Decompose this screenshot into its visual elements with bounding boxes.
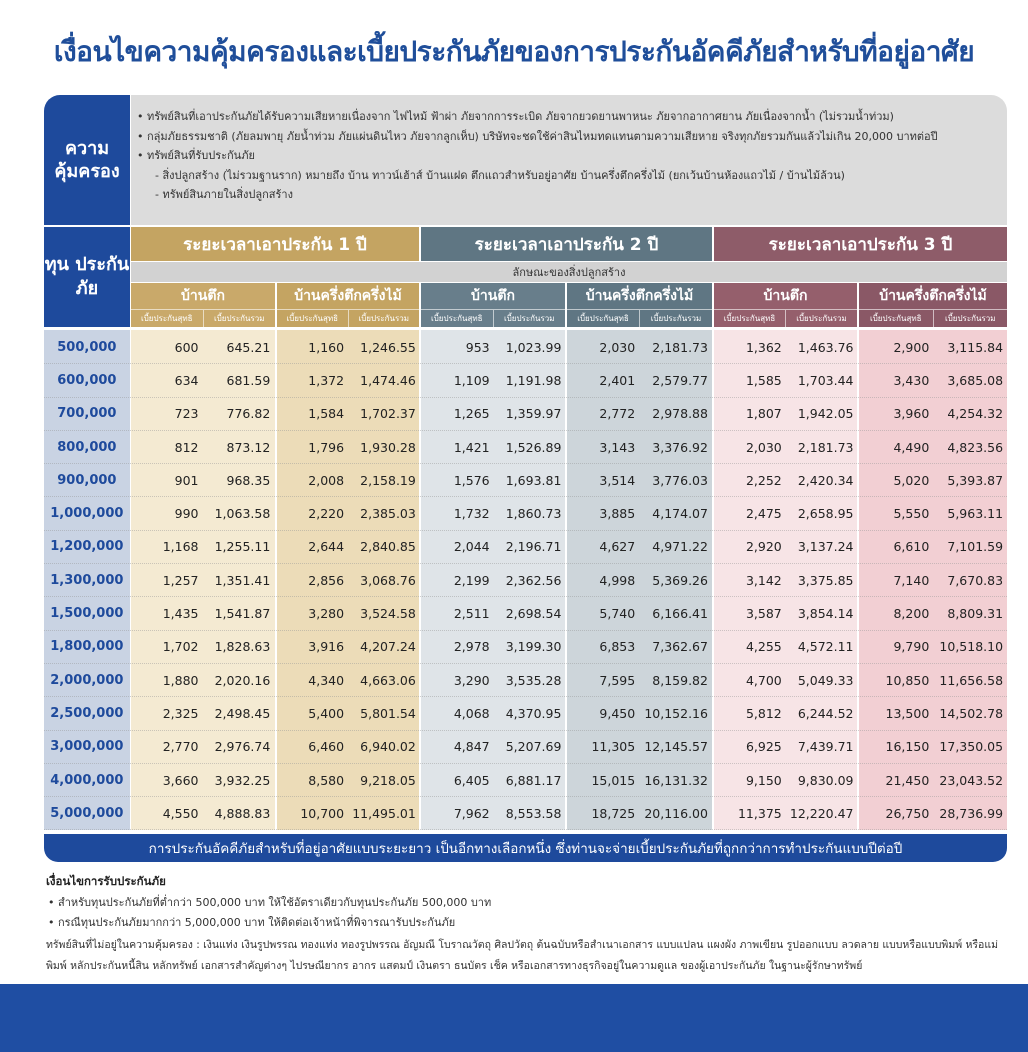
net-premium-cell: 1,435 bbox=[162, 606, 199, 622]
coverage-label: ความ คุ้มครอง bbox=[44, 95, 130, 225]
total-premium-cell: 1,255.11 bbox=[214, 539, 271, 555]
net-premium-cell: 901 bbox=[174, 472, 199, 488]
table-row bbox=[44, 364, 1007, 397]
net-premium-cell: 2,044 bbox=[453, 539, 490, 555]
net-premium-cell: 1,372 bbox=[308, 372, 345, 388]
page-title: เงื่อนไขความคุ้มครองและเบี้ยประกันภัยของการประกันอัคคีภัยสำหรับที่อยู่อาศัย bbox=[53, 35, 975, 68]
total-premium-cell: 5,207.69 bbox=[505, 739, 562, 755]
total-premium-cell: 1,351.41 bbox=[214, 572, 271, 588]
table-row bbox=[44, 764, 1007, 797]
total-premium-cell: 17,350.05 bbox=[939, 739, 1004, 755]
net-premium-cell: 15,015 bbox=[591, 772, 636, 788]
sum-insured-cell: 4,000,000 bbox=[50, 772, 124, 788]
table-row bbox=[44, 631, 1007, 664]
net-premium-cell: 723 bbox=[174, 406, 199, 422]
net-premium-cell: 6,460 bbox=[308, 739, 345, 755]
net-premium-cell: 2,030 bbox=[599, 339, 636, 355]
total-premium-cell: 2,976.74 bbox=[214, 739, 271, 755]
total-premium-cell: 3,199.30 bbox=[505, 639, 562, 655]
total-premium-cell: 2,840.85 bbox=[360, 539, 416, 555]
total-premium-cell: 2,020.16 bbox=[214, 672, 271, 688]
total-premium-cell: 7,439.71 bbox=[797, 739, 854, 755]
total-premium-cell: 1,702.37 bbox=[360, 406, 416, 422]
building-type-header bbox=[714, 283, 857, 327]
total-premium-cell: 1,191.98 bbox=[505, 372, 562, 388]
net-premium-cell: 6,610 bbox=[893, 539, 930, 555]
total-premium-cell: 5,963.11 bbox=[947, 506, 1004, 522]
sum-insured-cell: 2,500,000 bbox=[50, 705, 124, 721]
net-premium-cell: 13,500 bbox=[885, 705, 930, 721]
net-premium-cell: 4,255 bbox=[745, 639, 782, 655]
total-premium-cell: 645.21 bbox=[226, 339, 271, 355]
net-premium-cell: 634 bbox=[174, 372, 199, 388]
sum-insured-cell: 5,000,000 bbox=[50, 805, 124, 821]
sum-insured-cell: 900,000 bbox=[57, 472, 117, 488]
net-premium-cell: 1,807 bbox=[745, 406, 782, 422]
total-premium-cell: 4,971.22 bbox=[652, 539, 708, 555]
net-premium-cell: 3,514 bbox=[599, 472, 636, 488]
total-premium-cell: 2,978.88 bbox=[652, 406, 708, 422]
total-premium-cell: 7,362.67 bbox=[652, 639, 708, 655]
net-premium-cell: 1,702 bbox=[162, 639, 199, 655]
table-row bbox=[44, 664, 1007, 697]
building-type-label: บ้านครึ่งตึกครึ่งไม้ bbox=[879, 288, 987, 304]
coverage-item: • กลุ่มภัยธรรมชาติ (ภัยลมพายุ ภัยน้ำท่วม ภัยแผ่นดินไหว ภัยจากลูกเห็บ) บริษัทจะชดใช้ค่าสินไหมทดแทนตามความเสียหาย จริงทุกภัยรวมกันแล้วไม่เกิน 20,000 บาทต่อปี bbox=[137, 129, 938, 143]
total-premium-cell: 4,888.83 bbox=[214, 805, 271, 821]
net-premium-label: เบี้ยประกันสุทธิ bbox=[714, 309, 785, 327]
net-premium-cell: 2,199 bbox=[453, 572, 490, 588]
net-premium-cell: 1,362 bbox=[745, 339, 782, 355]
net-premium-cell: 4,627 bbox=[599, 539, 636, 555]
table-row bbox=[44, 431, 1007, 464]
total-premium-cell: 5,049.33 bbox=[797, 672, 854, 688]
total-premium-cell: 6,940.02 bbox=[360, 739, 416, 755]
net-premium-cell: 9,790 bbox=[893, 639, 930, 655]
net-premium-cell: 4,550 bbox=[162, 805, 199, 821]
building-type-label: บ้านตึก bbox=[471, 288, 515, 304]
total-premium-cell: 2,196.71 bbox=[505, 539, 562, 555]
net-premium-cell: 1,168 bbox=[162, 539, 199, 555]
net-premium-cell: 9,450 bbox=[599, 705, 636, 721]
sum-insured-cell: 1,800,000 bbox=[50, 639, 124, 655]
net-premium-cell: 2,030 bbox=[745, 439, 782, 455]
exclusions-text: ทรัพย์สินที่ไม่อยู่ในความคุ้มครอง : เงินแท่ง เงินรูปพรรณ ทองแท่ง ทองรูปพรรณ อัญมณี โบราณวัตถุ ศิลปวัตถุ ต้นฉบับหรือสำเนาเอกสาร แบบแปลน แผงผัง ภาพเขียน รูปออกแบบ ลวดลาย แบบหรือแบบพิมพ์ หรือแม่พิมพ์ หลักประกันหนี้สิน หลักทรัพย์ เอกสารสำคัญต่างๆ ไปรษณียากร อากร แสตมป์ เงินตรา ธนบัตร เช็ค หรือเอกสารทางธุรกิจอยู่ในความดูแล ของผู้เอาประกันภัย ในฐานะผู้รักษาทรัพย์ bbox=[46, 939, 999, 972]
table-row bbox=[44, 597, 1007, 630]
total-premium-cell: 6,244.52 bbox=[797, 705, 854, 721]
total-premium-cell: 2,158.19 bbox=[360, 472, 416, 488]
table-row bbox=[44, 797, 1007, 830]
table-row bbox=[44, 497, 1007, 530]
net-premium-cell: 1,421 bbox=[453, 439, 490, 455]
coverage-item: • ทรัพย์สินที่เอาประกันภัยได้รับความเสียหายเนื่องจาก ไฟไหม้ ฟ้าผ่า ภัยจากการระเบิด ภัยจากยวดยานพาหนะ ภัยจากอากาศยาน ภัยเนื่องจากน้ำ (ไม่รวมน้ำท่วม) bbox=[137, 110, 894, 123]
sum-insured-cell: 3,000,000 bbox=[50, 739, 124, 755]
total-premium-cell: 8,159.82 bbox=[652, 672, 708, 688]
total-premium-cell: 1,246.55 bbox=[360, 339, 416, 355]
total-premium-cell: 1,063.58 bbox=[214, 506, 271, 522]
total-premium-cell: 7,101.59 bbox=[947, 539, 1004, 555]
total-premium-cell: 4,572.11 bbox=[797, 639, 854, 655]
net-premium-cell: 5,812 bbox=[745, 705, 782, 721]
total-premium-cell: 3,376.92 bbox=[652, 439, 708, 455]
total-premium-label: เบี้ยประกันรวม bbox=[348, 309, 420, 327]
net-premium-label: เบี้ยประกันสุทธิ bbox=[859, 309, 933, 327]
total-premium-cell: 1,703.44 bbox=[797, 372, 854, 388]
net-premium-cell: 1,732 bbox=[453, 506, 490, 522]
net-premium-cell: 4,998 bbox=[599, 572, 636, 588]
total-premium-cell: 8,809.31 bbox=[947, 606, 1004, 622]
total-premium-cell: 11,656.58 bbox=[939, 672, 1004, 688]
net-premium-label: เบี้ยประกันสุทธิ bbox=[567, 309, 639, 327]
total-premium-cell: 28,736.99 bbox=[939, 805, 1004, 821]
net-premium-cell: 18,725 bbox=[591, 805, 636, 821]
net-premium-cell: 4,490 bbox=[893, 439, 930, 455]
total-premium-cell: 4,823.56 bbox=[947, 439, 1004, 455]
sum-insured-cell: 500,000 bbox=[57, 339, 117, 355]
total-premium-cell: 4,254.32 bbox=[947, 406, 1004, 422]
period-3-year-header: ระยะเวลาเอาประกัน 3 ปี bbox=[714, 227, 1007, 261]
net-premium-cell: 2,511 bbox=[453, 606, 490, 622]
total-premium-cell: 1,942.05 bbox=[797, 406, 854, 422]
coverage-sub-item: - สิ่งปลูกสร้าง (ไม่รวมฐานราก) หมายถึง บ้าน ทาวน์เฮ้าส์ บ้านแฝด ตึกแถวสำหรับอยู่อาศัย บ้านครึ่งตึกครึ่งไม้ (ยกเว้นบ้านห้องแถวไม้ / บ้านไม้ล้วน) bbox=[155, 168, 845, 182]
total-premium-cell: 1,526.89 bbox=[505, 439, 562, 455]
sum-insured-cell: 700,000 bbox=[57, 406, 117, 422]
net-premium-cell: 21,450 bbox=[885, 772, 930, 788]
net-premium-cell: 3,587 bbox=[745, 606, 782, 622]
building-type-header bbox=[277, 283, 419, 327]
sum-insured-cell: 2,000,000 bbox=[50, 672, 124, 688]
total-premium-cell: 1,828.63 bbox=[214, 639, 271, 655]
total-premium-cell: 1,541.87 bbox=[214, 606, 271, 622]
table-row bbox=[44, 531, 1007, 564]
total-premium-cell: 7,670.83 bbox=[947, 572, 1004, 588]
net-premium-cell: 953 bbox=[465, 339, 490, 355]
net-premium-cell: 2,008 bbox=[308, 472, 345, 488]
net-premium-cell: 2,252 bbox=[745, 472, 782, 488]
net-premium-cell: 3,885 bbox=[599, 506, 636, 522]
net-premium-cell: 2,220 bbox=[308, 506, 345, 522]
total-premium-cell: 1,474.46 bbox=[360, 372, 416, 388]
total-premium-cell: 1,693.81 bbox=[505, 472, 562, 488]
total-premium-cell: 873.12 bbox=[226, 439, 271, 455]
total-premium-cell: 2,420.34 bbox=[797, 472, 854, 488]
condition-item: • กรณีทุนประกันภัยมากกว่า 5,000,000 บาท ให้ติดต่อเจ้าหน้าที่พิจารณารับประกันภัย bbox=[48, 916, 456, 929]
table-row bbox=[44, 398, 1007, 431]
net-premium-cell: 812 bbox=[174, 439, 199, 455]
total-premium-cell: 5,801.54 bbox=[360, 705, 416, 721]
net-premium-cell: 2,856 bbox=[308, 572, 345, 588]
total-premium-cell: 12,220.47 bbox=[789, 805, 854, 821]
sum-insured-cell: 1,000,000 bbox=[50, 506, 124, 522]
net-premium-cell: 1,576 bbox=[453, 472, 490, 488]
total-premium-cell: 1,930.28 bbox=[360, 439, 416, 455]
total-premium-cell: 20,116.00 bbox=[644, 805, 708, 821]
total-premium-cell: 1,023.99 bbox=[505, 339, 562, 355]
net-premium-cell: 2,978 bbox=[453, 639, 490, 655]
total-premium-cell: 4,663.06 bbox=[360, 672, 416, 688]
net-premium-cell: 2,900 bbox=[893, 339, 930, 355]
net-premium-cell: 3,142 bbox=[745, 572, 782, 588]
net-premium-cell: 1,880 bbox=[162, 672, 199, 688]
total-premium-label: เบี้ยประกันรวม bbox=[493, 309, 566, 327]
net-premium-cell: 6,405 bbox=[453, 772, 490, 788]
net-premium-cell: 26,750 bbox=[885, 805, 930, 821]
net-premium-cell: 3,290 bbox=[453, 672, 490, 688]
net-premium-cell: 3,143 bbox=[599, 439, 636, 455]
building-type-label: บ้านตึก bbox=[181, 288, 225, 304]
table-row bbox=[44, 464, 1007, 497]
net-premium-cell: 3,916 bbox=[308, 639, 345, 655]
net-premium-label: เบี้ยประกันสุทธิ bbox=[421, 309, 493, 327]
total-premium-label: เบี้ยประกันรวม bbox=[203, 309, 276, 327]
net-premium-cell: 8,580 bbox=[308, 772, 345, 788]
total-premium-label: เบี้ยประกันรวม bbox=[639, 309, 712, 327]
total-premium-cell: 3,137.24 bbox=[797, 539, 854, 555]
total-premium-cell: 1,463.76 bbox=[797, 339, 854, 355]
net-premium-cell: 1,585 bbox=[745, 372, 782, 388]
total-premium-cell: 681.59 bbox=[226, 372, 271, 388]
net-premium-cell: 3,960 bbox=[893, 406, 930, 422]
net-premium-label: เบี้ยประกันสุทธิ bbox=[131, 309, 203, 327]
net-premium-cell: 2,401 bbox=[599, 372, 636, 388]
total-premium-cell: 968.35 bbox=[226, 472, 271, 488]
total-premium-cell: 4,207.24 bbox=[360, 639, 416, 655]
net-premium-cell: 7,595 bbox=[599, 672, 636, 688]
sum-insured-header: ทุน ประกันภัย bbox=[44, 227, 130, 327]
total-premium-label: เบี้ยประกันรวม bbox=[933, 309, 1008, 327]
building-type-header bbox=[421, 283, 565, 327]
total-premium-cell: 2,385.03 bbox=[360, 506, 416, 522]
total-premium-cell: 9,218.05 bbox=[360, 772, 416, 788]
net-premium-cell: 6,925 bbox=[745, 739, 782, 755]
net-premium-cell: 16,150 bbox=[885, 739, 930, 755]
net-premium-cell: 1,109 bbox=[453, 372, 490, 388]
total-premium-cell: 4,174.07 bbox=[652, 506, 708, 522]
building-type-label: บ้านครึ่งตึกครึ่งไม้ bbox=[585, 288, 694, 304]
total-premium-cell: 10,152.16 bbox=[644, 705, 708, 721]
net-premium-cell: 2,772 bbox=[599, 406, 636, 422]
building-type-header bbox=[567, 283, 712, 327]
building-characteristic-header: ลักษณะของสิ่งปลูกสร้าง bbox=[131, 262, 1007, 282]
total-premium-cell: 3,524.58 bbox=[360, 606, 416, 622]
coverage-item: • ทรัพย์สินที่รับประกันภัย bbox=[137, 149, 255, 162]
premium-table-body bbox=[44, 331, 1007, 830]
net-premium-cell: 2,325 bbox=[162, 705, 199, 721]
table-row bbox=[44, 697, 1007, 730]
net-premium-cell: 4,847 bbox=[453, 739, 490, 755]
net-premium-cell: 2,475 bbox=[745, 506, 782, 522]
sum-insured-cell: 1,300,000 bbox=[50, 572, 124, 588]
net-premium-cell: 4,700 bbox=[745, 672, 782, 688]
net-premium-cell: 8,200 bbox=[893, 606, 930, 622]
net-premium-cell: 1,796 bbox=[308, 439, 345, 455]
net-premium-cell: 2,770 bbox=[162, 739, 199, 755]
period-1-year-header: ระยะเวลาเอาประกัน 1 ปี bbox=[131, 227, 419, 261]
net-premium-cell: 11,305 bbox=[591, 739, 636, 755]
sum-insured-cell: 600,000 bbox=[57, 372, 117, 388]
long-term-banner: การประกันอัคคีภัยสำหรับที่อยู่อาศัยแบบระยะยาว เป็นอีกทางเลือกหนึ่ง ซึ่งท่านจะจ่ายเบี้ยประกันภัยที่ถูกกว่าการทำประกันแบบปีต่อปี bbox=[44, 834, 1007, 862]
net-premium-cell: 600 bbox=[174, 339, 199, 355]
net-premium-cell: 3,430 bbox=[893, 372, 930, 388]
net-premium-cell: 2,920 bbox=[745, 539, 782, 555]
total-premium-cell: 12,145.57 bbox=[644, 739, 708, 755]
net-premium-cell: 1,584 bbox=[308, 406, 345, 422]
total-premium-cell: 14,502.78 bbox=[939, 705, 1004, 721]
condition-item: • สำหรับทุนประกันภัยที่ต่ำกว่า 500,000 บาท ให้ใช้อัตราเดียวกับทุนประกันภัย 500,000 บาท bbox=[48, 896, 492, 909]
sum-insured-cell: 1,500,000 bbox=[50, 606, 124, 622]
net-premium-cell: 5,740 bbox=[599, 606, 636, 622]
net-premium-cell: 3,660 bbox=[162, 772, 199, 788]
footer-bar bbox=[0, 984, 1028, 1052]
net-premium-cell: 5,020 bbox=[893, 472, 930, 488]
net-premium-label: เบี้ยประกันสุทธิ bbox=[277, 309, 348, 327]
net-premium-cell: 11,375 bbox=[737, 805, 782, 821]
building-type-label: บ้านตึก bbox=[763, 288, 808, 304]
total-premium-cell: 4,370.95 bbox=[505, 705, 562, 721]
total-premium-cell: 6,166.41 bbox=[652, 606, 708, 622]
total-premium-cell: 3,854.14 bbox=[797, 606, 854, 622]
total-premium-cell: 3,375.85 bbox=[797, 572, 854, 588]
total-premium-cell: 3,776.03 bbox=[652, 472, 708, 488]
building-type-label: บ้านครึ่งตึกครึ่งไม้ bbox=[294, 288, 402, 304]
net-premium-cell: 10,700 bbox=[300, 805, 345, 821]
net-premium-cell: 5,400 bbox=[308, 705, 345, 721]
total-premium-label: เบี้ยประกันรวม bbox=[785, 309, 857, 327]
total-premium-cell: 2,181.73 bbox=[797, 439, 854, 455]
net-premium-cell: 4,340 bbox=[308, 672, 345, 688]
total-premium-cell: 776.82 bbox=[226, 406, 271, 422]
net-premium-cell: 1,160 bbox=[308, 339, 345, 355]
sum-insured-cell: 800,000 bbox=[57, 439, 117, 455]
total-premium-cell: 2,579.77 bbox=[652, 372, 708, 388]
total-premium-cell: 2,181.73 bbox=[652, 339, 708, 355]
total-premium-cell: 11,495.01 bbox=[352, 805, 416, 821]
net-premium-cell: 1,265 bbox=[453, 406, 490, 422]
total-premium-cell: 2,658.95 bbox=[797, 506, 854, 522]
table-row bbox=[44, 564, 1007, 597]
net-premium-cell: 3,280 bbox=[308, 606, 345, 622]
coverage-box bbox=[131, 95, 1007, 225]
total-premium-cell: 6,881.17 bbox=[505, 772, 562, 788]
total-premium-cell: 16,131.32 bbox=[644, 772, 708, 788]
total-premium-cell: 2,698.54 bbox=[505, 606, 562, 622]
period-2-year-header: ระยะเวลาเอาประกัน 2 ปี bbox=[421, 227, 712, 261]
table-row bbox=[44, 731, 1007, 764]
total-premium-cell: 23,043.52 bbox=[939, 772, 1004, 788]
total-premium-cell: 2,498.45 bbox=[214, 705, 271, 721]
building-type-header bbox=[859, 283, 1007, 327]
total-premium-cell: 3,932.25 bbox=[214, 772, 271, 788]
total-premium-cell: 5,393.87 bbox=[947, 472, 1004, 488]
net-premium-cell: 10,850 bbox=[885, 672, 930, 688]
total-premium-cell: 3,115.84 bbox=[947, 339, 1004, 355]
net-premium-cell: 7,962 bbox=[453, 805, 490, 821]
total-premium-cell: 2,362.56 bbox=[505, 572, 562, 588]
net-premium-cell: 5,550 bbox=[893, 506, 930, 522]
table-row bbox=[44, 331, 1007, 364]
net-premium-cell: 4,068 bbox=[453, 705, 490, 721]
total-premium-cell: 1,359.97 bbox=[505, 406, 562, 422]
sum-insured-cell: 1,200,000 bbox=[50, 539, 124, 555]
net-premium-cell: 9,150 bbox=[745, 772, 782, 788]
net-premium-cell: 6,853 bbox=[599, 639, 636, 655]
net-premium-cell: 990 bbox=[174, 506, 199, 522]
total-premium-cell: 3,535.28 bbox=[505, 672, 562, 688]
coverage-sub-item: - ทรัพย์สินภายในสิ่งปลูกสร้าง bbox=[155, 188, 293, 201]
total-premium-cell: 10,518.10 bbox=[939, 639, 1004, 655]
net-premium-cell: 1,257 bbox=[162, 572, 199, 588]
net-premium-cell: 2,644 bbox=[308, 539, 345, 555]
building-type-header bbox=[131, 283, 275, 327]
total-premium-cell: 1,860.73 bbox=[505, 506, 562, 522]
total-premium-cell: 3,685.08 bbox=[947, 372, 1004, 388]
net-premium-cell: 7,140 bbox=[893, 572, 930, 588]
total-premium-cell: 9,830.09 bbox=[797, 772, 854, 788]
conditions-title: เงื่อนไขการรับประกันภัย bbox=[46, 874, 166, 888]
total-premium-cell: 5,369.26 bbox=[652, 572, 708, 588]
total-premium-cell: 8,553.58 bbox=[505, 805, 562, 821]
total-premium-cell: 3,068.76 bbox=[360, 572, 416, 588]
